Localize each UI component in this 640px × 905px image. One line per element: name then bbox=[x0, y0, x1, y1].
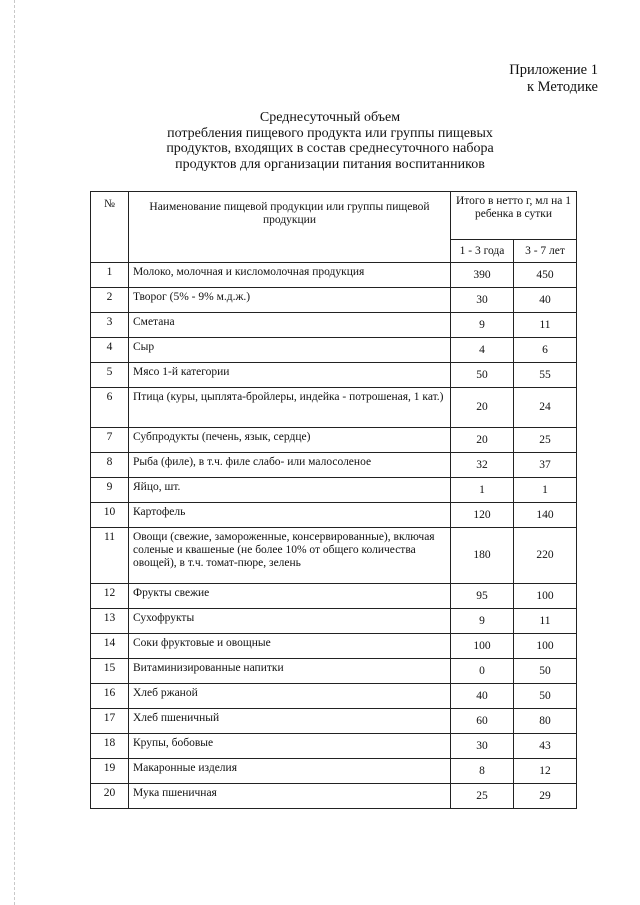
table-row bbox=[91, 659, 577, 684]
row-value-3-7: 55 bbox=[514, 363, 577, 388]
title-line-1: Среднесуточный объем bbox=[259, 110, 401, 125]
row-product-name: Крупы, бобовые bbox=[129, 734, 451, 759]
row-value-1-3: 30 bbox=[451, 734, 514, 759]
row-number: 4 bbox=[91, 338, 129, 363]
row-value-1-3: 100 bbox=[451, 634, 514, 659]
table-row bbox=[91, 288, 577, 313]
row-number: 2 bbox=[91, 288, 129, 313]
row-product-name: Творог (5% - 9% м.д.ж.) bbox=[129, 288, 451, 313]
row-value-3-7: 50 bbox=[514, 684, 577, 709]
row-value-1-3: 180 bbox=[451, 528, 514, 584]
row-number: 14 bbox=[91, 634, 129, 659]
row-product-name: Субпродукты (печень, язык, сердце) bbox=[129, 428, 451, 453]
row-value-1-3: 9 bbox=[451, 609, 514, 634]
row-product-name: Сметана bbox=[129, 313, 451, 338]
header-number: № bbox=[91, 192, 129, 263]
row-value-1-3: 4 bbox=[451, 338, 514, 363]
row-value-3-7: 11 bbox=[514, 313, 577, 338]
header-age-1-3: 1 - 3 года bbox=[451, 240, 514, 263]
row-value-1-3: 1 bbox=[451, 478, 514, 503]
table-row bbox=[91, 313, 577, 338]
row-number: 10 bbox=[91, 503, 129, 528]
row-value-1-3: 32 bbox=[451, 453, 514, 478]
row-product-name: Макаронные изделия bbox=[129, 759, 451, 784]
title-line-4: продуктов для организации питания воспитанников bbox=[175, 156, 485, 172]
row-value-3-7: 50 bbox=[514, 659, 577, 684]
row-value-1-3: 390 bbox=[451, 263, 514, 288]
row-value-3-7: 29 bbox=[514, 784, 577, 809]
row-number: 17 bbox=[91, 709, 129, 734]
row-value-3-7: 6 bbox=[514, 338, 577, 363]
row-product-name: Картофель bbox=[129, 503, 451, 528]
row-value-3-7: 11 bbox=[514, 609, 577, 634]
document-title bbox=[140, 110, 520, 172]
header-age-3-7: 3 - 7 лет bbox=[514, 240, 577, 263]
row-number: 18 bbox=[91, 734, 129, 759]
table-row bbox=[91, 709, 577, 734]
row-product-name: Фрукты свежие bbox=[129, 584, 451, 609]
row-number: 9 bbox=[91, 478, 129, 503]
row-value-1-3: 20 bbox=[451, 428, 514, 453]
appendix-line-1: Приложение 1 bbox=[509, 62, 598, 78]
row-value-3-7: 450 bbox=[514, 263, 577, 288]
row-value-1-3: 8 bbox=[451, 759, 514, 784]
header-total-netto: Итого в нетто г, мл на 1 ребенка в сутки bbox=[451, 192, 577, 240]
row-number: 7 bbox=[91, 428, 129, 453]
row-product-name: Мясо 1-й категории bbox=[129, 363, 451, 388]
row-product-name: Яйцо, шт. bbox=[129, 478, 451, 503]
row-number: 1 bbox=[91, 263, 129, 288]
table-row bbox=[91, 363, 577, 388]
row-product-name: Рыба (филе), в т.ч. филе слабо- или малосоленое bbox=[129, 453, 451, 478]
row-number: 5 bbox=[91, 363, 129, 388]
row-product-name: Сыр bbox=[129, 338, 451, 363]
table-row bbox=[91, 338, 577, 363]
row-product-name: Птица (куры, цыплята-бройлеры, индейка - потрошеная, 1 кат.) bbox=[129, 388, 451, 428]
table-row bbox=[91, 609, 577, 634]
row-value-1-3: 50 bbox=[451, 363, 514, 388]
scan-edge-line bbox=[14, 0, 15, 905]
row-value-3-7: 220 bbox=[514, 528, 577, 584]
table-row bbox=[91, 784, 577, 809]
table-row bbox=[91, 478, 577, 503]
table-row bbox=[91, 528, 577, 584]
table-row bbox=[91, 263, 577, 288]
header-product-name: Наименование пищевой продукции или группы пищевой продукции bbox=[129, 192, 451, 263]
row-number: 12 bbox=[91, 584, 129, 609]
row-number: 6 bbox=[91, 388, 129, 428]
table-row bbox=[91, 684, 577, 709]
appendix-line-2: к Методике bbox=[526, 79, 598, 95]
row-value-1-3: 95 bbox=[451, 584, 514, 609]
table-row bbox=[91, 759, 577, 784]
row-value-3-7: 12 bbox=[514, 759, 577, 784]
table-row bbox=[91, 584, 577, 609]
row-value-1-3: 9 bbox=[451, 313, 514, 338]
row-value-1-3: 20 bbox=[451, 388, 514, 428]
row-value-1-3: 0 bbox=[451, 659, 514, 684]
row-number: 13 bbox=[91, 609, 129, 634]
row-value-1-3: 25 bbox=[451, 784, 514, 809]
row-number: 20 bbox=[91, 784, 129, 809]
row-product-name: Хлеб пшеничный bbox=[129, 709, 451, 734]
table-row bbox=[91, 453, 577, 478]
row-number: 16 bbox=[91, 684, 129, 709]
row-number: 8 bbox=[91, 453, 129, 478]
appendix-label bbox=[509, 62, 598, 96]
table-row bbox=[91, 634, 577, 659]
row-value-3-7: 40 bbox=[514, 288, 577, 313]
row-number: 11 bbox=[91, 528, 129, 584]
row-product-name: Витаминизированные напитки bbox=[129, 659, 451, 684]
row-number: 15 bbox=[91, 659, 129, 684]
row-number: 3 bbox=[91, 313, 129, 338]
row-product-name: Соки фруктовые и овощные bbox=[129, 634, 451, 659]
row-product-name: Овощи (свежие, замороженные, консервированные), включая соленые и квашеные (не более 10% от общего количества овощей), в т.ч. томат-пюре, зелень bbox=[129, 528, 451, 584]
row-value-3-7: 140 bbox=[514, 503, 577, 528]
table-row bbox=[91, 734, 577, 759]
row-product-name: Молоко, молочная и кисломолочная продукция bbox=[129, 263, 451, 288]
row-number: 19 bbox=[91, 759, 129, 784]
row-value-3-7: 25 bbox=[514, 428, 577, 453]
row-product-name: Сухофрукты bbox=[129, 609, 451, 634]
row-value-1-3: 120 bbox=[451, 503, 514, 528]
row-value-1-3: 60 bbox=[451, 709, 514, 734]
table-row bbox=[91, 428, 577, 453]
norms-table bbox=[90, 191, 577, 809]
row-value-3-7: 100 bbox=[514, 634, 577, 659]
title-line-2: потребления пищевого продукта или группы пищевых bbox=[167, 125, 493, 141]
row-value-3-7: 24 bbox=[514, 388, 577, 428]
row-value-3-7: 80 bbox=[514, 709, 577, 734]
table-row bbox=[91, 503, 577, 528]
row-value-1-3: 40 bbox=[451, 684, 514, 709]
row-value-3-7: 43 bbox=[514, 734, 577, 759]
title-line-3: продуктов, входящих в состав среднесуточного набора bbox=[166, 141, 494, 156]
row-value-3-7: 37 bbox=[514, 453, 577, 478]
row-value-3-7: 100 bbox=[514, 584, 577, 609]
table-row bbox=[91, 388, 577, 428]
row-value-3-7: 1 bbox=[514, 478, 577, 503]
row-product-name: Хлеб ржаной bbox=[129, 684, 451, 709]
row-value-1-3: 30 bbox=[451, 288, 514, 313]
row-product-name: Мука пшеничная bbox=[129, 784, 451, 809]
